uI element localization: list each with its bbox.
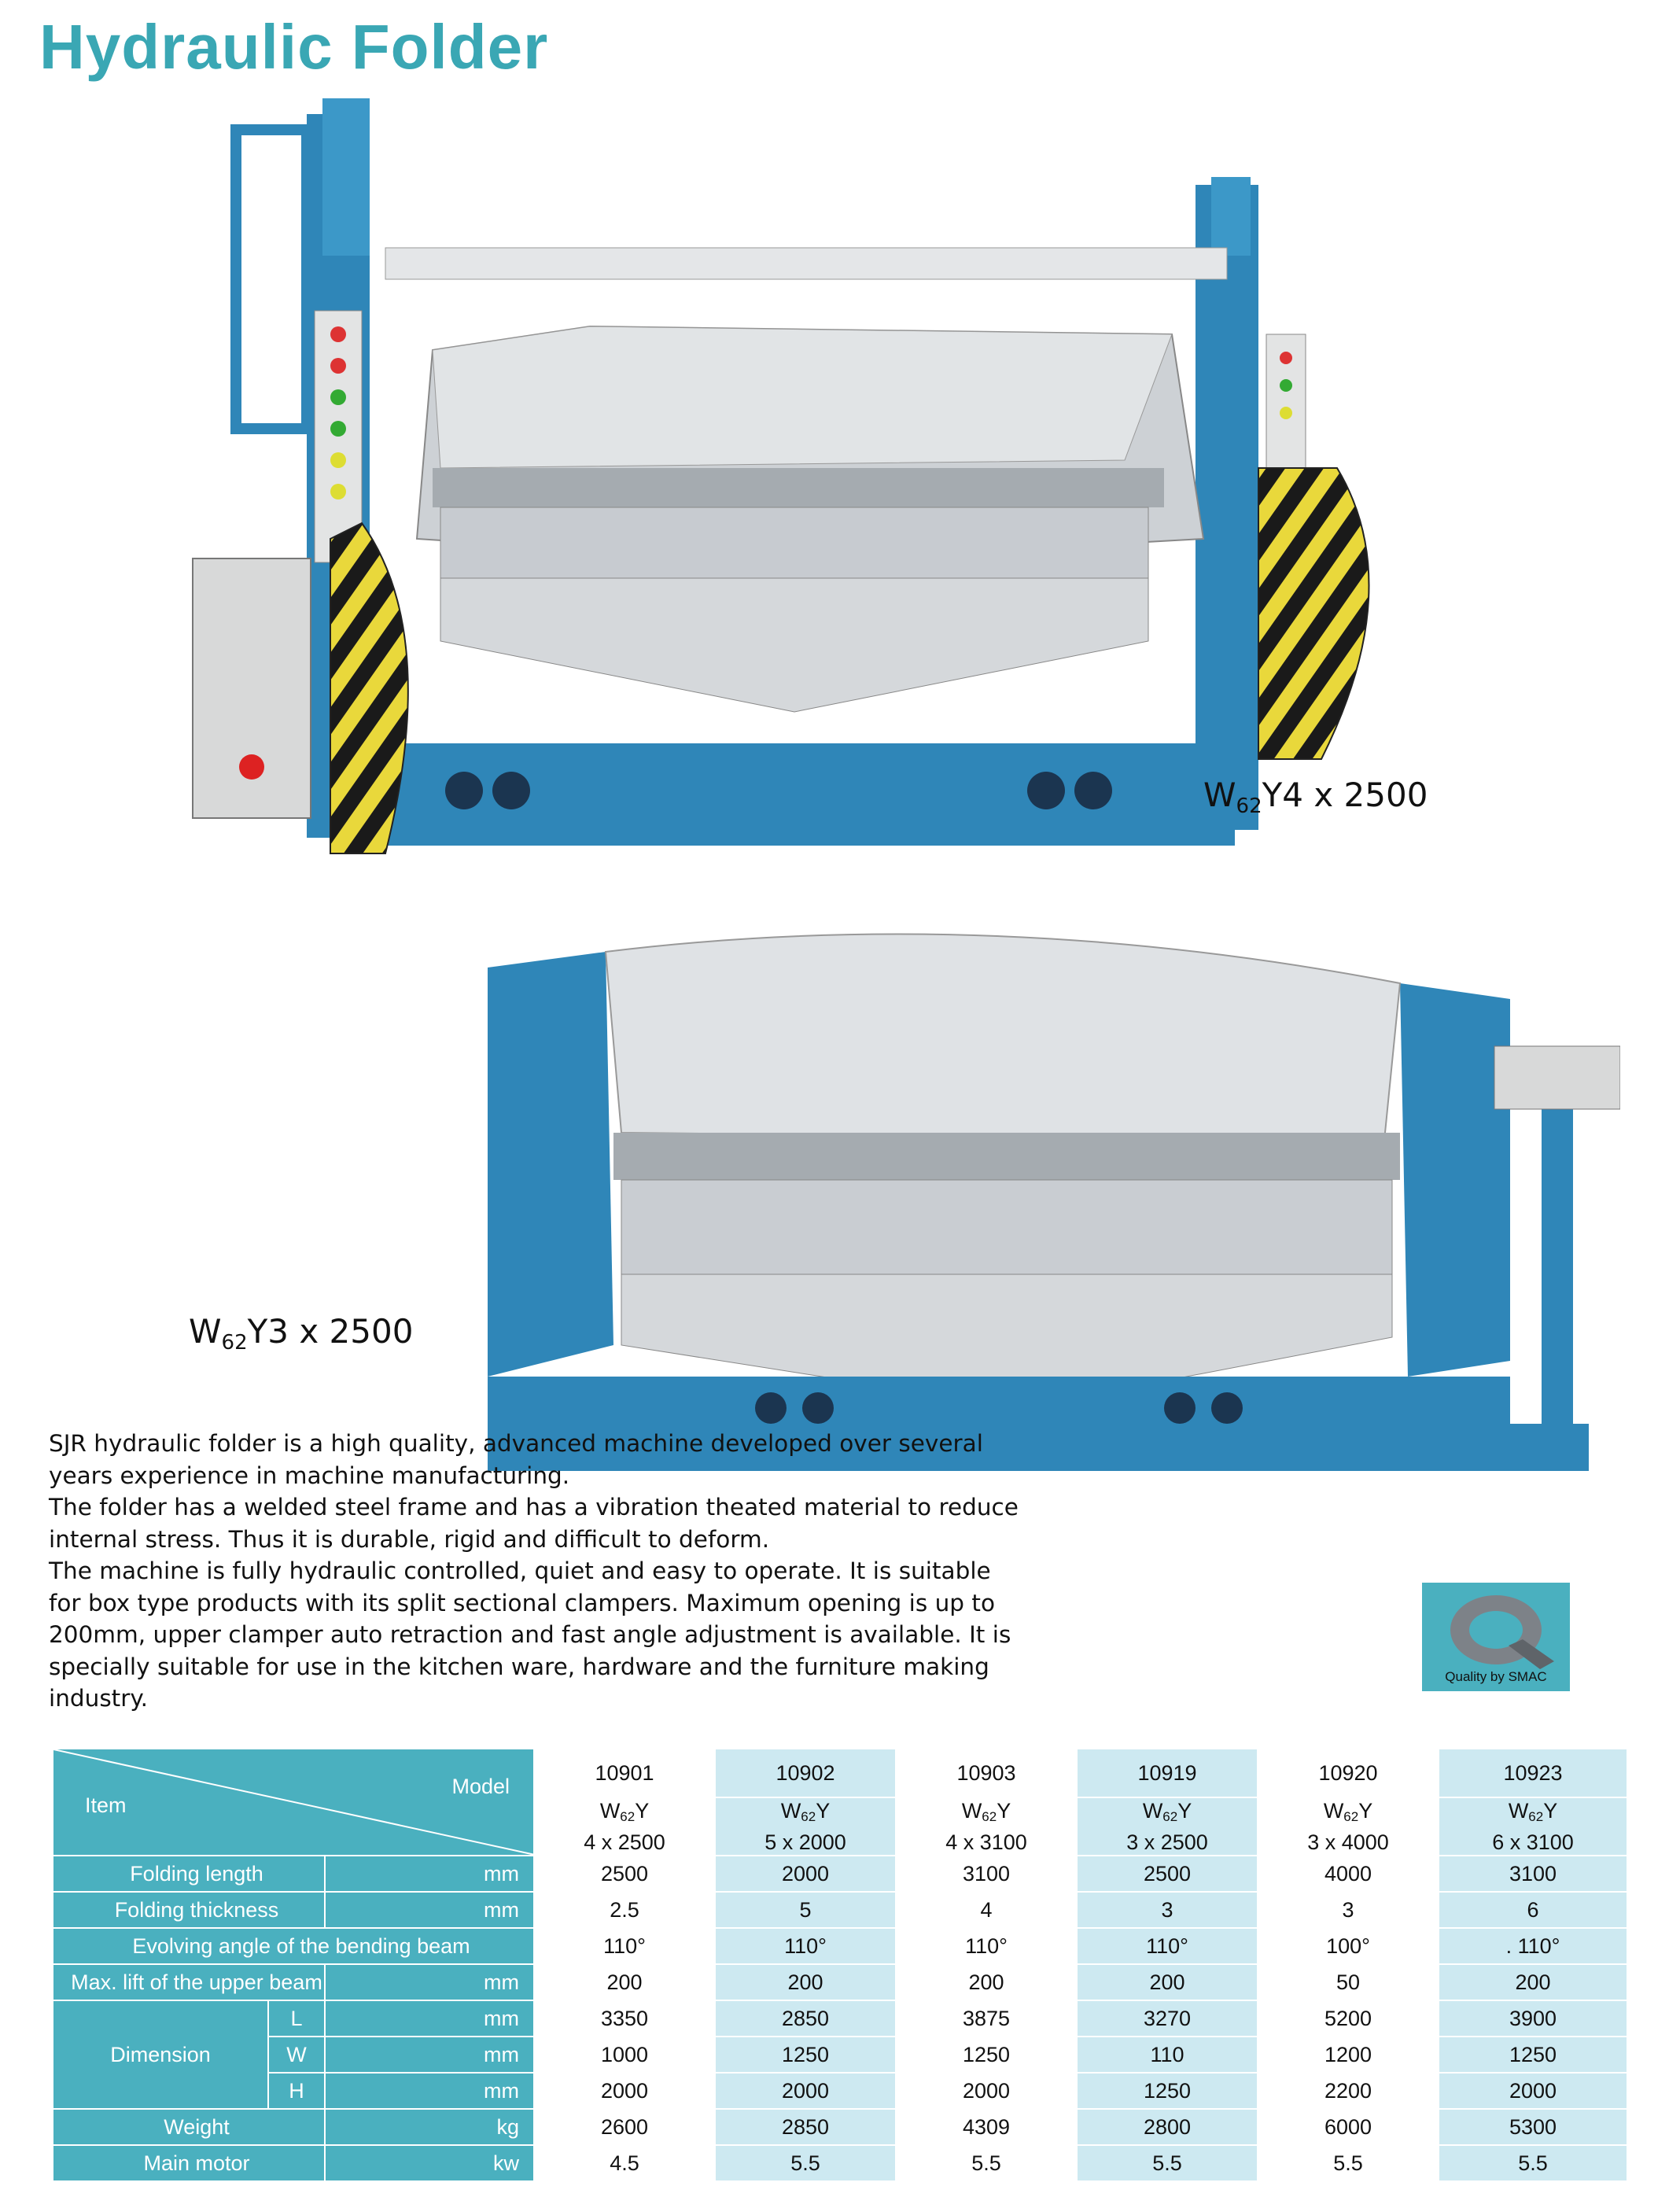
quality-logo-text: Quality by SMAC xyxy=(1445,1669,1547,1684)
table-cell: 4309 xyxy=(896,2109,1077,2145)
model-code: 10902 xyxy=(715,1749,896,1797)
table-cell: 110 xyxy=(1077,2037,1258,2073)
model-code: 10901 xyxy=(534,1749,715,1797)
table-cell: 6 xyxy=(1439,1892,1627,1928)
row-unit: mm xyxy=(325,2000,534,2037)
dimension-sub-label: H xyxy=(268,2073,325,2109)
table-cell: 2.5 xyxy=(534,1892,715,1928)
hydraulic-folder-w62y3-image xyxy=(472,920,1620,1487)
model-code: 10920 xyxy=(1258,1749,1439,1797)
table-cell: 3350 xyxy=(534,2000,715,2037)
row-unit: mm xyxy=(325,1892,534,1928)
table-cell: 4.5 xyxy=(534,2145,715,2181)
row-label: Folding thickness xyxy=(53,1892,325,1928)
table-cell: 2200 xyxy=(1258,2073,1439,2109)
machine1-caption: $W_{62}Y4$ x 2500 xyxy=(1203,776,1428,818)
table-cell: 5300 xyxy=(1439,2109,1627,2145)
table-cell: 3 xyxy=(1077,1892,1258,1928)
hydraulic-folder-w62y4-image xyxy=(181,98,1408,885)
item-label: Item xyxy=(85,1793,127,1817)
table-cell: 2000 xyxy=(534,2073,715,2109)
model-name: $W_{62}Y$ 5 x 2000 xyxy=(715,1797,896,1856)
table-cell: 3100 xyxy=(1439,1856,1627,1892)
table-cell: 4 xyxy=(896,1892,1077,1928)
table-cell: 200 xyxy=(715,1964,896,2000)
table-cell: 2850 xyxy=(715,2109,896,2145)
table-cell: 3270 xyxy=(1077,2000,1258,2037)
table-cell: 110° xyxy=(534,1928,715,1964)
row-unit: mm xyxy=(325,2037,534,2073)
row-label: Folding length xyxy=(53,1856,325,1892)
table-cell: 200 xyxy=(1077,1964,1258,2000)
table-cell: 3875 xyxy=(896,2000,1077,2037)
model-name: $W_{62}Y$ 3 x 2500 xyxy=(1077,1797,1258,1856)
model-code: 10919 xyxy=(1077,1749,1258,1797)
table-cell: 1250 xyxy=(1439,2037,1627,2073)
table-cell: . 110° xyxy=(1439,1928,1627,1964)
table-cell: 2000 xyxy=(715,1856,896,1892)
table-cell: 110° xyxy=(715,1928,896,1964)
table-cell: 2000 xyxy=(715,2073,896,2109)
table-cell: 200 xyxy=(534,1964,715,2000)
row-unit: kg xyxy=(325,2109,534,2145)
model-name: $W_{62}Y$ 3 x 4000 xyxy=(1258,1797,1439,1856)
table-cell: 5 xyxy=(715,1892,896,1928)
table-row xyxy=(53,2109,1627,2145)
row-label: Weight xyxy=(53,2109,325,2145)
description-paragraph: The machine is fully hydraulic controlled, quiet and easy to operate. It is suitable for box type products with its split sectional clampers. Maximum opening is up to 200mm, upper clamper auto retraction and fast angle adjustment is available. It is specially suitable for use in the kitchen ware, hardware and the furniture making industry. xyxy=(49,1557,1011,1712)
table-cell: 1250 xyxy=(715,2037,896,2073)
table-cell: 2500 xyxy=(1077,1856,1258,1892)
table-cell: 3100 xyxy=(896,1856,1077,1892)
table-cell: 2850 xyxy=(715,2000,896,2037)
table-cell: 110° xyxy=(1077,1928,1258,1964)
machine2-caption: $W_{62}Y3$ x 2500 xyxy=(189,1312,414,1355)
table-cell: 200 xyxy=(1439,1964,1627,2000)
table-cell: 2500 xyxy=(534,1856,715,1892)
table-cell: 3 xyxy=(1258,1892,1439,1928)
page-title: Hydraulic Folder xyxy=(39,12,549,82)
table-cell: 6000 xyxy=(1258,2109,1439,2145)
model-name: $W_{62}Y$ 4 x 2500 xyxy=(534,1797,715,1856)
table-row xyxy=(53,1964,1627,2000)
table-cell: 5.5 xyxy=(715,2145,896,2181)
model-label: Model xyxy=(451,1775,510,1798)
item-model-header xyxy=(53,1749,534,1856)
table-row xyxy=(53,2073,1627,2109)
table-cell: 100° xyxy=(1258,1928,1439,1964)
table-row xyxy=(53,1928,1627,1964)
specification-table xyxy=(52,1748,1628,2182)
table-cell: 2000 xyxy=(1439,2073,1627,2109)
row-label: Main motor xyxy=(53,2145,325,2181)
table-cell: 5.5 xyxy=(1258,2145,1439,2181)
table-cell: 3900 xyxy=(1439,2000,1627,2037)
table-cell: 200 xyxy=(896,1964,1077,2000)
row-unit: mm xyxy=(325,1856,534,1892)
row-unit: mm xyxy=(325,2073,534,2109)
row-unit: kw xyxy=(325,2145,534,2181)
row-label: Max. lift of the upper beam xyxy=(53,1964,325,2000)
model-code: 10923 xyxy=(1439,1749,1627,1797)
table-cell: 2800 xyxy=(1077,2109,1258,2145)
table-row xyxy=(53,1892,1627,1928)
dimension-sub-label: W xyxy=(268,2037,325,2073)
table-cell: 4000 xyxy=(1258,1856,1439,1892)
table-cell: 5.5 xyxy=(896,2145,1077,2181)
table-cell: 50 xyxy=(1258,1964,1439,2000)
table-row xyxy=(53,2037,1627,2073)
table-row xyxy=(53,1856,1627,1892)
product-description xyxy=(49,1428,1024,1715)
row-label: Evolving angle of the bending beam xyxy=(53,1928,534,1964)
table-row xyxy=(53,2145,1627,2181)
table-cell: 5.5 xyxy=(1439,2145,1627,2181)
description-paragraph: SJR hydraulic folder is a high quality, advanced machine developed over several years experience in machine manufacturing. xyxy=(49,1430,983,1489)
table-cell: 1200 xyxy=(1258,2037,1439,2073)
table-cell: 1250 xyxy=(1077,2073,1258,2109)
model-name: $W_{62}Y$ 4 x 3100 xyxy=(896,1797,1077,1856)
model-code: 10903 xyxy=(896,1749,1077,1797)
table-cell: 5200 xyxy=(1258,2000,1439,2037)
table-row xyxy=(53,2000,1627,2037)
dimension-label: Dimension xyxy=(53,2000,268,2109)
table-cell: 5.5 xyxy=(1077,2145,1258,2181)
dimension-sub-label: L xyxy=(268,2000,325,2037)
table-cell: 2600 xyxy=(534,2109,715,2145)
table-cell: 1000 xyxy=(534,2037,715,2073)
table-cell: 1250 xyxy=(896,2037,1077,2073)
table-cell: 110° xyxy=(896,1928,1077,1964)
table-cell: 2000 xyxy=(896,2073,1077,2109)
model-name: $W_{62}Y$ 6 x 3100 xyxy=(1439,1797,1627,1856)
row-unit: mm xyxy=(325,1964,534,2000)
description-paragraph: The folder has a welded steel frame and has a vibration theated material to reduce internal stress. Thus it is durable, rigid and difficult to deform. xyxy=(49,1494,1019,1553)
